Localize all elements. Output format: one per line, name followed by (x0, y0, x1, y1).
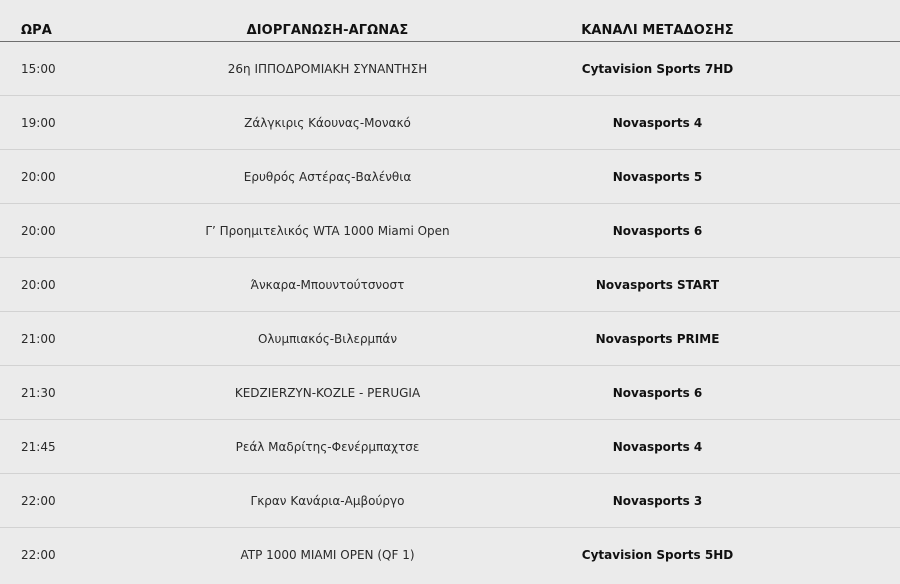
row-channel: Novasports 4 (612, 115, 703, 130)
row-channel: Novasports 6 (612, 223, 703, 238)
row-channel: Novasports 3 (612, 493, 703, 508)
row-time: 20:00 (21, 223, 56, 238)
row-event: Ρεάλ Μαδρίτης-Φενέρμπαχτσε (235, 439, 420, 454)
table-header (0, 0, 900, 42)
row-channel: Novasports 5 (612, 169, 703, 184)
table-row (0, 96, 900, 150)
row-channel: Novasports PRIME (595, 331, 720, 346)
table-row (0, 420, 900, 474)
table-row (0, 474, 900, 528)
row-event: ATP 1000 MIAMI OPEN (QF 1) (240, 548, 415, 562)
row-event: Ζάλγκιρις Κάουνας-Μονακό (244, 115, 411, 130)
row-time: 20:00 (21, 169, 56, 184)
row-time: 15:00 (21, 61, 56, 76)
header-time: ΩΡΑ (21, 23, 52, 38)
table-row (0, 528, 900, 582)
row-channel: Cytavision Sports 7HD (581, 61, 734, 76)
row-channel: Novasports 6 (612, 385, 703, 400)
row-channel: Novasports START (595, 277, 720, 292)
table-row (0, 204, 900, 258)
row-channel: Cytavision Sports 5HD (581, 548, 734, 562)
row-event: Άνκαρα-Μπουντούτσνοστ (250, 277, 405, 292)
row-time: 21:30 (21, 385, 56, 400)
row-time: 19:00 (21, 115, 56, 130)
row-time: 21:45 (21, 439, 56, 454)
row-event: Γκραν Κανάρια-Αμβούργο (250, 493, 405, 508)
row-time: 22:00 (21, 548, 56, 562)
header-channel: ΚΑΝΑΛΙ ΜΕΤΑΔΟΣΗΣ (581, 23, 734, 38)
row-event: 26η ΙΠΠΟΔΡΟΜΙΑΚΗ ΣΥΝΑΝΤΗΣΗ (227, 61, 428, 76)
row-event: Γ’ Προημιτελικός WTA 1000 Miami Open (205, 223, 450, 238)
row-time: 21:00 (21, 331, 56, 346)
table-row (0, 366, 900, 420)
table-row (0, 312, 900, 366)
header-event: ΔΙΟΡΓΑΝΩΣΗ-ΑΓΩΝΑΣ (246, 23, 409, 38)
row-event: Ολυμπιακός-Βιλερμπάν (257, 331, 398, 346)
row-event: Ερυθρός Αστέρας-Βαλένθια (243, 169, 412, 184)
row-channel: Novasports 4 (612, 439, 703, 454)
row-event: KEDZIERZYN-KOZLE - PERUGIA (234, 385, 421, 400)
row-time: 22:00 (21, 493, 56, 508)
row-time: 20:00 (21, 277, 56, 292)
table-row (0, 150, 900, 204)
table-row (0, 42, 900, 96)
table-row (0, 258, 900, 312)
